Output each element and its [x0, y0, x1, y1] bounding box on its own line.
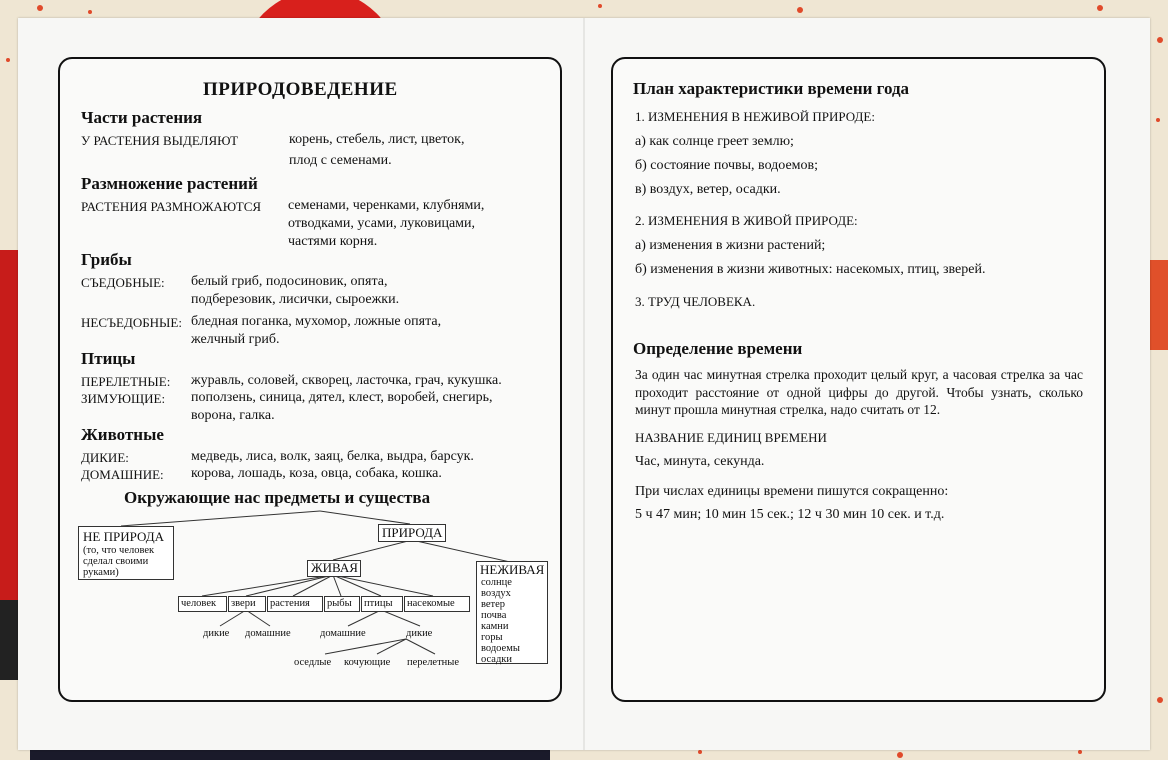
inedible-label: НЕСЪЕДОБНЫЕ: — [81, 315, 182, 330]
group-beasts-label: звери — [231, 598, 256, 609]
group-plants-box — [267, 596, 323, 612]
nonliving-item: камни — [481, 621, 509, 632]
season-plan-heading: План характеристики времени года — [633, 79, 910, 98]
living-label: ЖИВАЯ — [311, 560, 358, 575]
beasts-domestic-label: домашние — [245, 628, 291, 639]
birds-domestic-label: домашние — [320, 628, 366, 639]
time-units: Час, минута, секунда. — [635, 454, 765, 469]
nonliving-item: почва — [481, 610, 507, 621]
wild-animals-text: медведь, лиса, волк, заяц, белка, выдра, барсук. — [191, 449, 474, 464]
season-plan-item-1b: б) состояние почвы, водоемов; — [635, 158, 819, 173]
reproduction-line2: отводками, усами, луковицами, — [288, 216, 476, 231]
nonliving-box — [476, 561, 548, 664]
time-abbr-example: 5 ч 47 мин; 10 мин 15 сек.; 12 ч 30 мин 10 сек. и т.д. — [635, 507, 945, 522]
nonliving-label: НЕЖИВАЯ — [480, 562, 545, 577]
time-abbr-note: При числах единицы времени пишутся сокращенно: — [635, 484, 949, 499]
bird-type-sedentary: оседлые — [294, 657, 332, 668]
time-heading: Определение времени — [633, 339, 803, 358]
right-page-panel — [611, 57, 1106, 702]
domestic-animals-text: корова, лошадь, коза, овца, собака, кошка. — [191, 466, 442, 481]
season-plan-item-2a: а) изменения в жизни растений; — [635, 238, 826, 253]
time-units-heading: НАЗВАНИЕ ЕДИНИЦ ВРЕМЕНИ — [635, 430, 827, 445]
group-fish-label: рыбы — [327, 598, 352, 609]
group-human-label: человек — [181, 598, 217, 609]
domestic-animals-label: ДОМАШНИЕ: — [81, 467, 164, 482]
reproduction-heading: Размножение растений — [81, 174, 258, 193]
reproduction-label: РАСТЕНИЯ РАЗМНОЖАЮТСЯ — [81, 199, 262, 214]
wintering-label: ЗИМУЮЩИЕ: — [81, 391, 166, 406]
nonliving-item: ветер — [481, 599, 506, 610]
nonliving-item: воздух — [481, 588, 511, 599]
not-nature-note-3: руками) — [83, 567, 119, 578]
season-plan-item-2: 2. ИЗМЕНЕНИЯ В ЖИВОЙ ПРИРОДЕ: — [635, 213, 858, 228]
nonliving-item: солнце — [481, 577, 512, 588]
inedible-line1: бледная поганка, мухомор, ложные опята, — [191, 314, 442, 329]
season-plan-item-1: 1. ИЗМЕНЕНИЯ В НЕЖИВОЙ ПРИРОДЕ: — [635, 109, 875, 124]
group-birds-box — [361, 596, 403, 612]
not-nature-note-1: (то, что человек — [83, 545, 155, 556]
wintering-line2: ворона, галка. — [191, 408, 275, 423]
reproduction-line3: частями корня. — [288, 234, 378, 249]
plant-parts-heading: Части растения — [81, 108, 203, 127]
wintering-line1: поползень, синица, дятел, клест, воробей, снегирь, — [191, 390, 493, 405]
bird-type-nomadic: кочующие — [344, 657, 391, 668]
plant-parts-line2: плод с семенами. — [289, 153, 392, 168]
left-page-panel — [58, 57, 562, 702]
migratory-label: ПЕРЕЛЕТНЫЕ: — [81, 374, 171, 389]
wild-animals-label: ДИКИЕ: — [81, 450, 129, 465]
edible-line1: белый гриб, подосиновик, опята, — [191, 274, 388, 289]
group-insects-label: насекомые — [407, 598, 455, 609]
group-human-box — [178, 596, 227, 612]
animals-heading: Животные — [81, 425, 164, 444]
nature-label: ПРИРОДА — [382, 525, 443, 540]
edible-line2: подберезовик, лисички, сыроежки. — [191, 292, 400, 307]
season-plan-item-2b: б) изменения в жизни животных: насекомых, птиц, зверей. — [635, 262, 986, 277]
edible-label: СЪЕДОБНЫЕ: — [81, 275, 165, 290]
season-plan-item-1a: а) как солнце греет землю; — [635, 134, 794, 149]
reproduction-line1: семенами, черенками, клубнями, — [288, 198, 485, 213]
page-title: ПРИРОДОВЕДЕНИЕ — [203, 79, 398, 100]
mushrooms-heading: Грибы — [81, 250, 132, 269]
inedible-line2: желчный гриб. — [191, 332, 280, 347]
beasts-wild-label: дикие — [203, 628, 230, 639]
not-nature-label: НЕ ПРИРОДА — [83, 529, 164, 544]
nonliving-item: осадки — [481, 654, 513, 665]
not-nature-note-2: сделал своими — [83, 556, 149, 567]
page-fold — [583, 18, 585, 750]
migratory-text: журавль, соловей, скворец, ласточка, грач, кукушка. — [191, 373, 502, 388]
group-insects-box — [404, 596, 470, 612]
plant-parts-label: У РАСТЕНИЯ ВЫДЕЛЯЮТ — [81, 133, 239, 148]
nonliving-item: горы — [481, 632, 503, 643]
living-box — [307, 560, 361, 577]
nature-box — [378, 524, 446, 542]
nonliving-item: водоемы — [481, 643, 520, 654]
birds-heading: Птицы — [81, 349, 136, 368]
season-plan-item-3: 3. ТРУД ЧЕЛОВЕКА. — [635, 294, 756, 309]
season-plan-item-1c: в) воздух, ветер, осадки. — [635, 182, 781, 197]
group-plants-label: растения — [270, 598, 310, 609]
bird-type-migratory: перелетные — [407, 657, 460, 668]
birds-wild-label: дикие — [406, 628, 433, 639]
group-birds-label: птицы — [364, 598, 393, 609]
diagram-title: Окружающие нас предметы и существа — [124, 488, 431, 507]
time-paragraph: За один час минутная стрелка проходит целый круг, а часовая стрелка за час проходит расстояние от одной цифры до другой. Чтобы узнать, сколько минут прошла минутная стрелка, надо считать от 12. — [635, 367, 1083, 417]
plant-parts-line1: корень, стебель, лист, цветок, — [289, 132, 465, 147]
group-fish-box — [324, 596, 360, 612]
not-nature-box — [78, 526, 174, 580]
group-beasts-box — [228, 596, 266, 612]
